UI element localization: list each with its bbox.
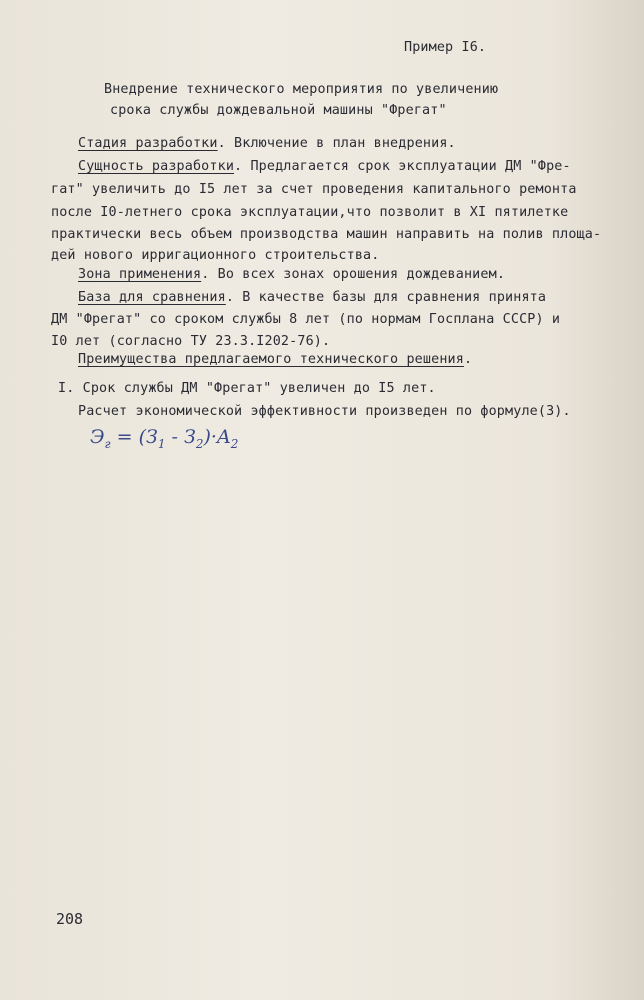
item-1: I. Срок службы ДМ "Фрегат" увеличен до I5 лет. — [58, 381, 436, 396]
base-label: База для сравнения — [78, 290, 226, 305]
formula-sub-1: 1 — [157, 436, 166, 451]
zone-paragraph — [78, 267, 505, 282]
advantages-heading — [78, 352, 472, 367]
stage-paragraph — [78, 136, 456, 151]
formula-mul: )·A — [203, 426, 231, 448]
essence-line: гат" увеличить до I5 лет за счет проведения капитального ремонта — [51, 182, 577, 197]
essence-line: дей нового ирригационного строительства. — [51, 248, 380, 263]
title-line-2: срока службы дождевальной машины "Фрегат" — [110, 103, 447, 118]
handwritten-formula — [90, 426, 238, 451]
essence-paragraph — [78, 159, 571, 174]
title-line-1: Внедрение технического мероприятия по увеличению — [104, 82, 499, 97]
essence-line: после I0-летнего срока эксплуатации,что позволит в XI пятилетке — [51, 205, 569, 220]
advantages-label: Преимущества предлагаемого технического решения — [78, 352, 464, 367]
formula-eq: = (З — [110, 426, 158, 448]
essence-line: практически весь объем производства машин направить на полив площа- — [51, 227, 602, 242]
advantages-period: . — [463, 352, 473, 367]
zone-label: Зона применения — [78, 267, 202, 282]
base-text: . В качестве базы для сравнения принята — [225, 290, 547, 305]
example-label: Пример I6. — [404, 40, 487, 55]
formula-minus: - З — [165, 426, 196, 448]
base-paragraph — [78, 290, 546, 305]
formula-lhs: Э — [90, 426, 105, 448]
zone-text: . Во всех зонах орошения дождеванием. — [201, 267, 506, 282]
formula-sub-3: 2 — [230, 436, 239, 451]
base-line: ДМ "Фрегат" со сроком службы 8 лет (по нормам Госплана СССР) и — [51, 312, 561, 327]
base-line: I0 лет (согласно ТУ 23.3.I202-76). — [51, 334, 331, 349]
stage-text: . Включение в план внедрения. — [217, 136, 456, 151]
page-number: 208 — [56, 910, 84, 928]
essence-label: Сущность разработки — [78, 159, 235, 174]
formula-lhs-sub: г — [104, 436, 111, 451]
essence-text: . Предлагается срок эксплуатации ДМ "Фре- — [234, 159, 571, 174]
calc-note: Расчет экономической эффективности произведен по формуле(3). — [78, 404, 571, 419]
stage-label: Стадия разработки — [78, 136, 218, 151]
formula-sub-2: 2 — [195, 436, 204, 451]
